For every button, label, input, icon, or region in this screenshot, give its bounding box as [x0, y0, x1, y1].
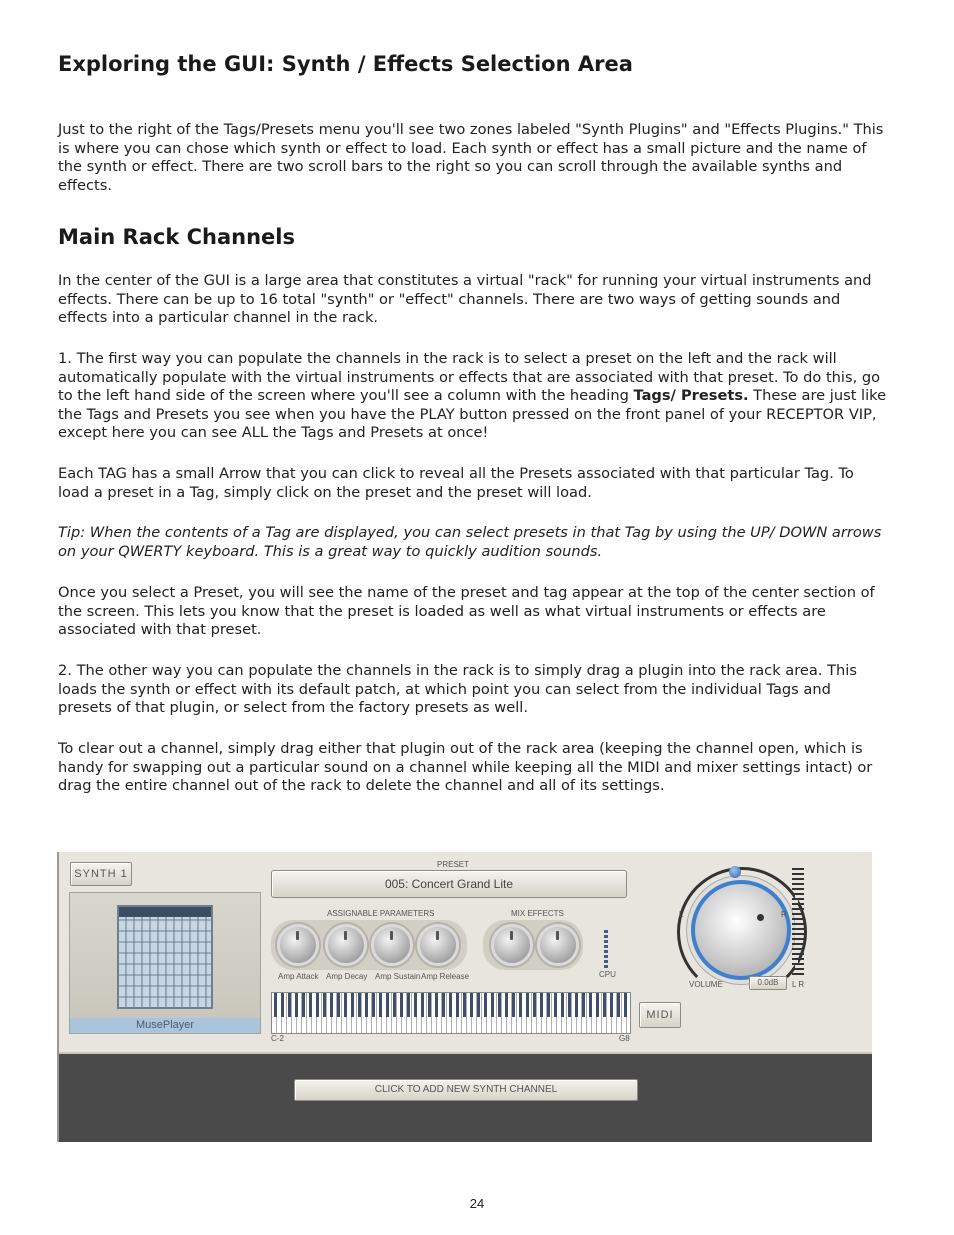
tip-text: Tip: When the contents of a Tag are displayed, you can select presets in that Tag by using the UP/ DOWN arrows on your QWERTY keyboard. This is a great way to quickly audition sounds. [58, 524, 882, 560]
paragraph-tip [58, 524, 888, 561]
cpu-label: CPU [599, 970, 616, 979]
tags-presets-bold: Tags/ Presets. [633, 387, 749, 405]
black-keys [272, 993, 630, 1017]
volume-knob[interactable] [691, 880, 791, 980]
key-high-label: G8 [619, 1034, 630, 1043]
paragraph-intro: Just to the right of the Tags/Presets menu you'll see two zones labeled "Synth Plugins" and "Effects Plugins." This is where you can chose which synth or effect to load. Each synth or effect has a small picture and the name of the synth or effect. There are two scroll bars to the right so you can scroll through the available synths and effects. [58, 121, 884, 194]
mix-effects-header: MIX EFFECTS [511, 909, 564, 918]
rack-screenshot [57, 852, 872, 1142]
paragraph-clear-channel: To clear out a channel, simply drag either that plugin out of the rack area (keeping the channel open, which is handy for swapping out a particular sound on a channel while keeping all the MIDI and mixer settings intact) or drag the entire channel out of the rack to delete the channel and all of its settings. [58, 740, 873, 795]
synth-label-button[interactable]: SYNTH 1 [70, 862, 132, 886]
gain-readout[interactable]: 0.0dB [749, 976, 787, 990]
paragraph-first-way-text-2: These are just like the Tags and Presets you see when you have the PLAY button pressed on the front panel of your RECEPTOR VIP, except here you can see ALL the Tags and Presets at once! [58, 387, 887, 442]
paragraph-second-way: 2. The other way you can populate the channels in the rack is to simply drag a plugin into the rack area. This loads the synth or effect with its default patch, at which point you can select from the individual Tags and presets of that plugin, or select from the factory presets as well. [58, 662, 857, 717]
amp-release-knob[interactable] [417, 924, 459, 966]
paragraph-tag-arrow: Each TAG has a small Arrow that you can click to reveal all the Presets associated with that particular Tag. To load a preset in a Tag, simply click on the preset and the preset will load. [58, 465, 854, 501]
midi-button[interactable]: MIDI [639, 1002, 681, 1028]
amp-attack-knob[interactable] [277, 924, 319, 966]
volume-r-label: R [781, 910, 787, 919]
knob-label-release: Amp Release [421, 972, 470, 981]
level-meter [792, 867, 804, 975]
volume-indicator [757, 914, 764, 921]
volume-marker-icon [729, 866, 741, 878]
volume-label: VOLUME [689, 980, 723, 989]
amp-sustain-knob[interactable] [371, 924, 413, 966]
mix-effect-knob-1[interactable] [491, 924, 533, 966]
keyboard-range[interactable] [271, 992, 631, 1034]
volume-l-label: L [679, 910, 684, 919]
plugin-name: MusePlayer [70, 1018, 260, 1033]
amp-decay-knob[interactable] [325, 924, 367, 966]
preset-display[interactable]: 005: Concert Grand Lite [271, 870, 627, 898]
plugin-thumbnail[interactable] [69, 892, 261, 1034]
assignable-header: ASSIGNABLE PARAMETERS [327, 909, 435, 918]
paragraph-first-way [58, 350, 888, 443]
knob-label-sustain: Amp Sustain [375, 972, 421, 981]
mix-effect-knob-2[interactable] [537, 924, 579, 966]
add-synth-channel-button[interactable]: CLICK TO ADD NEW SYNTH CHANNEL [294, 1079, 638, 1101]
preset-header: PRESET [437, 860, 470, 869]
meter-lr-label: L R [792, 980, 805, 989]
paragraph-rack: In the center of the GUI is a large area that constitutes a virtual "rack" for running your virtual instruments and effects. There can be up to 16 total "synth" or "effect" channels. There are two ways of getting sounds and effects into a particular channel in the rack. [58, 272, 872, 327]
page-number: 24 [469, 1196, 485, 1211]
cpu-meter [604, 928, 608, 968]
plugin-picture [117, 905, 213, 1009]
knob-label-attack: Amp Attack [278, 972, 319, 981]
paragraph-first-way-text: 1. The first way you can populate the channels in the rack is to select a preset on the left and the rack will automatically populate with the virtual instruments or effects that are associated with that preset. To do this, go to the left hand side of the screen where you'll see a column with the heading [58, 350, 881, 405]
paragraph-preset-select: Once you select a Preset, you will see the name of the preset and tag appear at the top of the center section of the screen. This lets you know that the preset is loaded as well as what virtual instruments or effects are associated with that preset. [58, 584, 875, 639]
section-heading-gui: Exploring the GUI: Synth / Effects Selection Area [58, 52, 633, 76]
knob-label-decay: Amp Decay [326, 972, 368, 981]
synth-channel-strip [59, 852, 872, 1054]
key-low-label: C-2 [271, 1034, 284, 1043]
section-heading-rack: Main Rack Channels [58, 225, 295, 249]
